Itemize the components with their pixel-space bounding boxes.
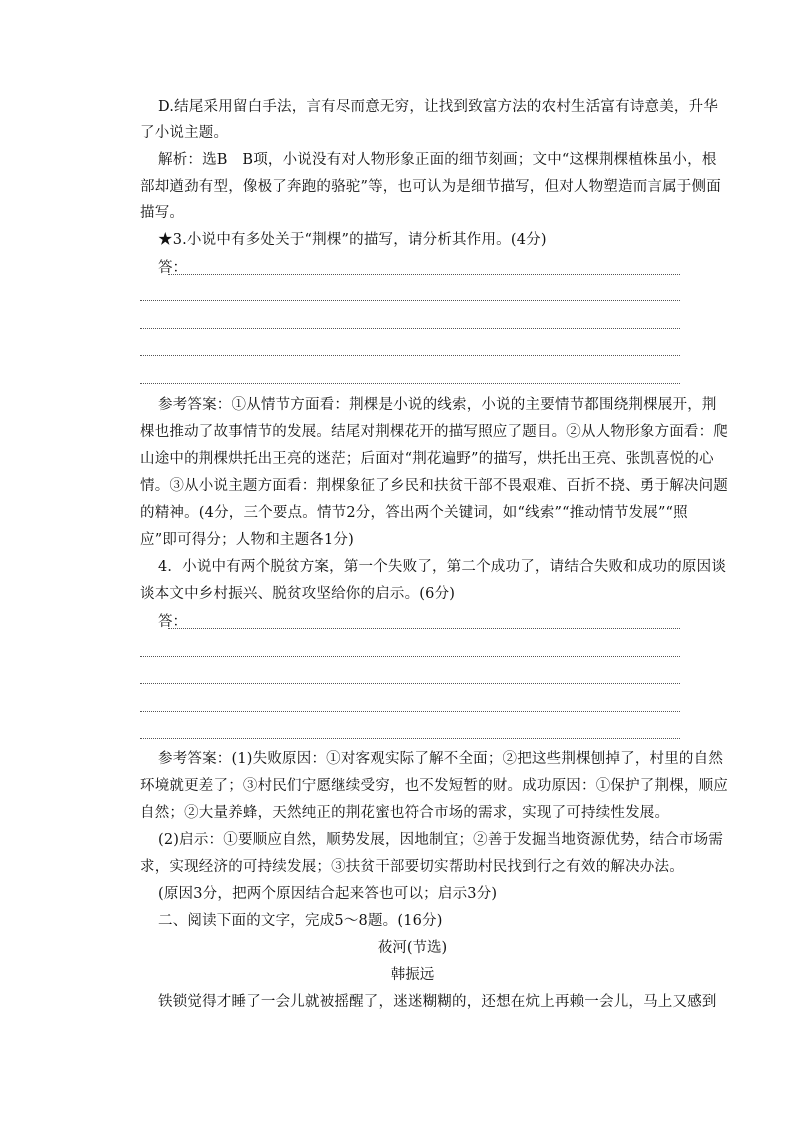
q4-question-line-2: 谈本文中乡村振兴、脱贫攻坚给你的启示。(6分): [140, 586, 456, 602]
q3-reference-line-6: 应”即可得分；人物和主题各1分): [140, 532, 354, 548]
answer-line[interactable]: [140, 711, 680, 712]
option-d-line-1: D.结尾采用留白手法，言有尽而意无穷，让找到致富方法的农村生活富有诗意美，升华: [158, 99, 719, 115]
answer-line[interactable]: [140, 738, 680, 739]
answer-line[interactable]: [140, 355, 680, 356]
answer-line[interactable]: [140, 656, 680, 657]
q4-reference-line-3: 自然；②大量养蜂，天然纯正的荆花蜜也符合市场的需求，实现了可持续性发展。: [140, 805, 670, 821]
passage-author: 韩振远: [390, 967, 435, 983]
answer-line[interactable]: [140, 300, 680, 301]
q3-question: ★3.小说中有多处关于“荆棵”的描写，请分析其作用。(4分): [158, 232, 547, 248]
answer-line: [168, 274, 680, 275]
q3-answer-area[interactable]: [140, 258, 685, 278]
answer-line[interactable]: [140, 683, 680, 684]
q4-reference-line-4: (2)启示：①要顺应自然，顺势发展，因地制宜；②善于发掘当地资源优势，结合市场需: [158, 832, 724, 848]
answer-line: [168, 628, 680, 629]
q3-reference-line-5: 的精神。(4分，三个要点。情节2分，答出两个关键词，如“线索”“推动情节发展”“照: [140, 505, 688, 521]
q3-reference-line-3: 山途中的荆棵烘托出王亮的迷茫；后面对“荆花遍野”的描写，烘托出王亮、张凯喜悦的心: [140, 451, 714, 467]
q4-reference-line-6: (原因3分，把两个原因结合起来答也可以；启示3分): [158, 886, 498, 902]
section-heading: 二、阅读下面的文字，完成5～8题。(16分): [158, 913, 443, 929]
answer-line[interactable]: [140, 328, 680, 329]
passage-first-line: 铁锁觉得才睡了一会儿就被摇醒了，迷迷糊糊的，还想在炕上再赖一会儿，马上又感到: [158, 994, 717, 1010]
analysis-line-1: 解析：选B B项，小说没有对人物形象正面的细节刻画；文中“这棵荆棵植株虽小，根: [158, 152, 717, 168]
q4-answer-area[interactable]: [140, 612, 685, 632]
q4-question-line-1: 4．小说中有两个脱贫方案，第一个失败了，第二个成功了，请结合失败和成功的原因谈: [158, 559, 727, 575]
q4-reference-line-2: 环境就更差了；③村民们宁愿继续受穷，也不发短暂的财。成功原因：①保护了荆棵，顺应: [140, 778, 728, 794]
passage-title: 莜河(节选): [377, 940, 448, 956]
analysis-line-3: 描写。: [140, 205, 185, 221]
q4-answer-label: 答：: [158, 614, 187, 630]
q3-answer-label: 答：: [158, 260, 187, 276]
q4-reference-line-1: 参考答案：(1)失败原因：①对客观实际了解不全面；②把这些荆棵刨掉了，村里的自然: [158, 751, 724, 767]
q3-reference-line-4: 情。③从小说主题方面看：荆棵象征了乡民和扶贫干部不畏艰难、百折不挠、勇于解决问题: [140, 478, 728, 494]
q3-reference-line-1: 参考答案：①从情节方面看：荆棵是小说的线索，小说的主要情节都围绕荆棵展开，荆: [158, 397, 717, 413]
analysis-line-2: 部却遒劲有型，像极了奔跑的骆驼”等，也可认为是细节描写，但对人物塑造而言属于侧面: [140, 179, 721, 195]
answer-line[interactable]: [140, 383, 680, 384]
q3-reference-line-2: 棵也推动了故事情节的发展。结尾对荆棵花开的描写照应了题目。②从人物形象方面看：爬: [140, 424, 728, 440]
q4-reference-line-5: 求，实现经济的可持续发展；③扶贫干部要切实帮助村民找到行之有效的解决办法。: [140, 859, 684, 875]
option-d-line-2: 了小说主题。: [140, 125, 229, 141]
